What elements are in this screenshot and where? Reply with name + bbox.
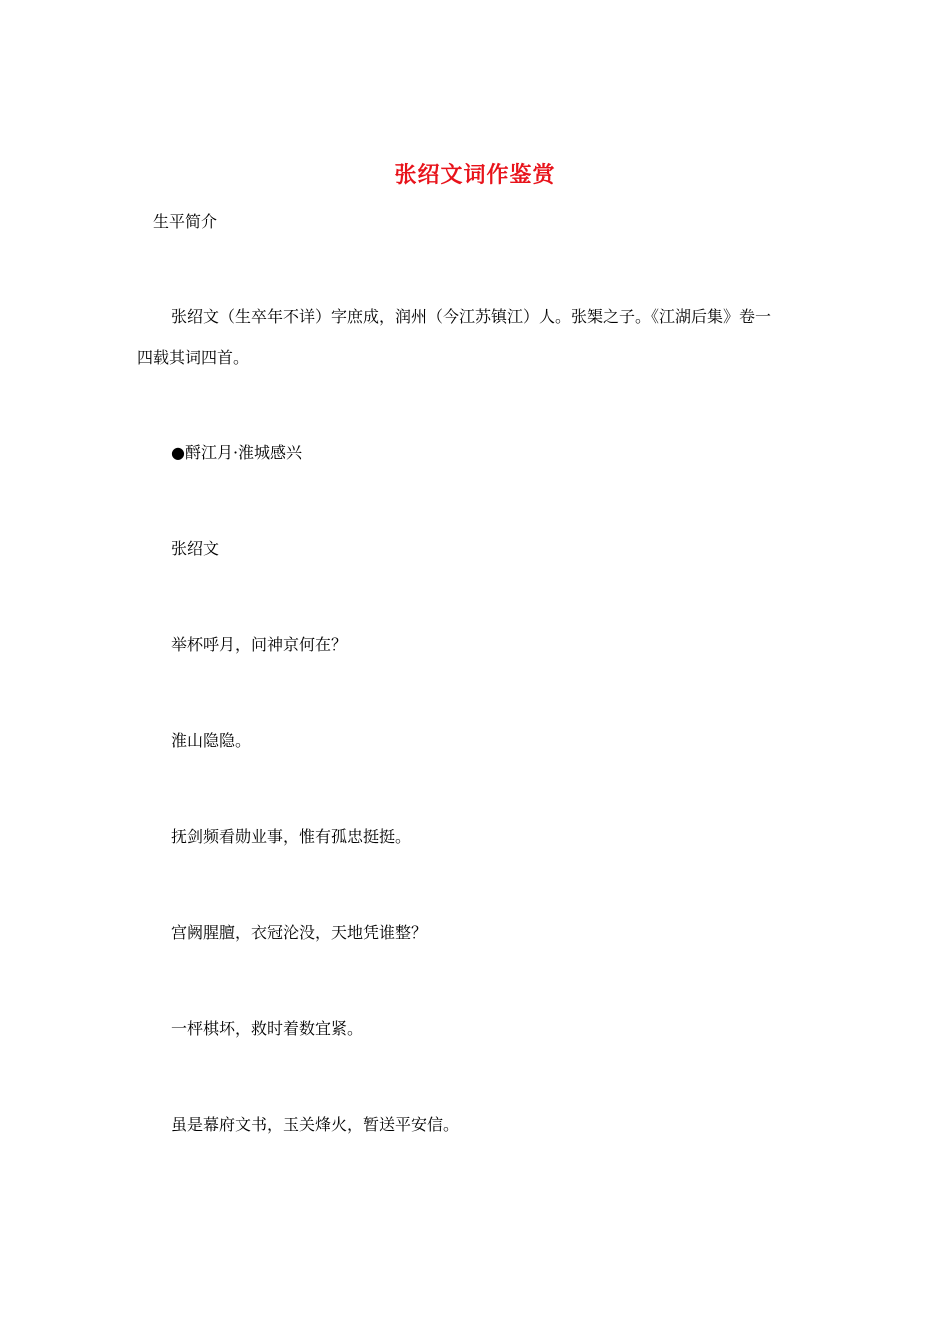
poem-verse: 淮山隐隐。 <box>171 731 252 750</box>
poem-title: ●酹江月·淮城感兴 <box>171 443 303 462</box>
section-heading: 生平简介 <box>153 212 218 231</box>
bio-paragraph-line-2: 四载其词四首。 <box>137 348 250 367</box>
bio-paragraph-line-1: 张绍文（生卒年不详）字庶成，润州（今江苏镇江）人。张榘之子。《江湖后集》卷一 <box>171 307 772 326</box>
poem-verse: 虽是幕府文书，玉关烽火，暂送平安信。 <box>171 1115 460 1134</box>
poem-verse: 宫阙腥膻，衣冠沦没，天地凭谁整？ <box>171 923 428 942</box>
poem-verse: 举杯呼月，问神京何在？ <box>171 635 348 654</box>
poem-author: 张绍文 <box>171 539 220 558</box>
poem-verse: 抚剑频看勋业事，惟有孤忠挺挺。 <box>171 827 412 846</box>
poem-verse: 一枰棋坏，救时着数宜紧。 <box>171 1019 364 1038</box>
document-title: 张绍文词作鉴赏 <box>394 162 556 188</box>
